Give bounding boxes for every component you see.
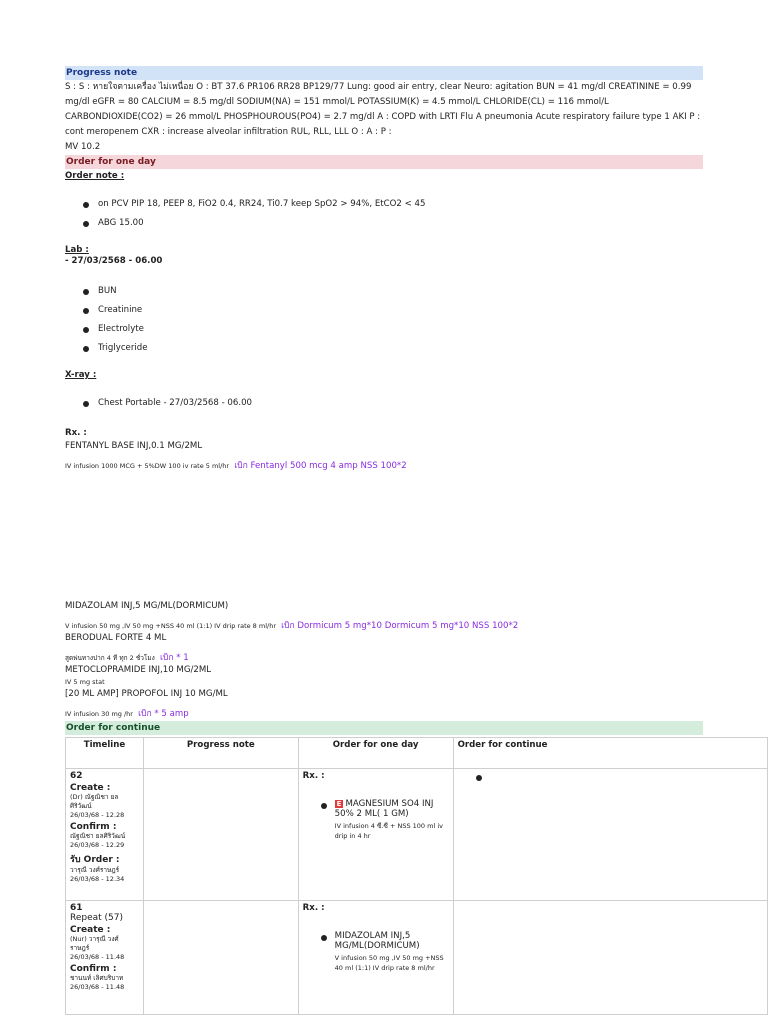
table-header-row xyxy=(66,738,768,769)
confirm-time: 26/03/68 - 11.48 xyxy=(70,983,125,991)
order-document xyxy=(65,66,703,735)
rx1-name: FENTANYL BASE INJ,0.1 MG/2ML xyxy=(65,441,203,451)
rx1-sig: IV infusion 1000 MCG + 5%DW 100 iv rate 5 ml/hr xyxy=(65,462,230,470)
list-item: on PCV PIP 18, PEEP 8, FiO2 0.4, RR24, Ti0.7 keep SpO2 > 94%, EtCO2 < 45 xyxy=(65,195,703,214)
rx4-name: METOCLOPRAMIDE INJ,10 MG/2ML xyxy=(65,665,212,675)
rx4-sig: IV 5 mg stat xyxy=(65,678,105,686)
progress-note-header: Progress note xyxy=(65,66,703,80)
drug-sig: V infusion 50 mg ,IV 50 mg +NSS 40 ml (1:1) IV drip rate 8 ml/hr xyxy=(334,954,444,972)
progress-note-cell xyxy=(143,901,298,1015)
timeline-cell xyxy=(66,769,144,901)
list-item: Electrolyte xyxy=(65,320,703,339)
drug-sig: IV infusion 4 ซี.ซี + NSS 100 ml iv drip in 4 hr xyxy=(334,822,443,840)
xray-list xyxy=(65,394,703,413)
rx5-sig: IV infusion 30 mg /hr xyxy=(65,710,133,718)
order-continue-cell xyxy=(453,769,767,901)
list-item: Creatinine xyxy=(65,301,703,320)
confirm-by: ณัฐณิชา ยลศิริวัฒน์ xyxy=(70,832,126,840)
mv-value: MV 10.2 xyxy=(65,142,101,152)
receive-label: รับ Order : xyxy=(70,855,120,865)
rx5-line xyxy=(65,701,703,720)
rx-label: Rx. : xyxy=(302,903,325,913)
high-alert-badge: E xyxy=(336,800,342,808)
order-note-list xyxy=(65,195,703,233)
order-one-day-cell xyxy=(298,901,453,1015)
column-header-order-continue: Order for continue xyxy=(453,738,767,769)
rx3-name: BERODUAL FORTE 4 ML xyxy=(65,633,167,643)
lab-label: Lab : xyxy=(65,245,89,255)
rx-label: Rx. : xyxy=(65,428,87,438)
lab-list xyxy=(65,282,703,358)
confirm-label: Confirm : xyxy=(70,822,117,832)
column-header-order-one-day: Order for one day xyxy=(298,738,453,769)
order-one-day-cell xyxy=(298,769,453,901)
progress-note-text: S : S : หายใจตามเครื่อง ไม่เหนื่อย O : BT 37.6 PR106 RR28 BP129/77 Lung: good air entry, clear Neuro: agitation BUN = 41 mg/dl CREATININE = 0.99 mg/dl eGFR = 80 CALCIUM = 8.5 mg/dl SODIUM(NA) = 151 mmol/L POTASSIUM(K) = 4.5 mmol/L CHLORIDE(CL) = 116 mmol/L CARBONDIOXIDE(CO2) = 26 mmol/L PHOSPHOUROUS(PO4) = 2.7 mg/dl A : COPD with LRTI Flu A pneumonia Acute respiratory failure type 1 AKI P : cont meropenem CXR : increase alveolar infiltration RUL, RLL, LLL O : A : P : xyxy=(65,82,701,137)
order-number: 62 xyxy=(70,771,83,781)
create-label: Create : xyxy=(70,925,111,935)
rx1-note: เบิก Fentanyl 500 mcg 4 amp NSS 100*2 xyxy=(234,461,407,471)
repeat-label: Repeat (57) xyxy=(70,913,124,923)
order-item xyxy=(303,931,449,973)
order-one-day-header: Order for one day xyxy=(65,155,703,169)
order-note-label: Order note : xyxy=(65,171,125,181)
confirm-label: Confirm : xyxy=(70,964,117,974)
create-time: 26/03/68 - 12.28 xyxy=(70,811,125,819)
drug-name: MIDAZOLAM INJ,5 MG/ML(DORMICUM) xyxy=(334,931,420,951)
list-item: Triglyceride xyxy=(65,339,703,358)
order-continue-cell xyxy=(453,901,767,1015)
order-continue-header: Order for continue xyxy=(65,721,703,735)
confirm-time: 26/03/68 - 12.29 xyxy=(70,841,125,849)
create-time: 26/03/68 - 11.48 xyxy=(70,953,125,961)
rx2-sig: V infusion 50 mg ,IV 50 mg +NSS 40 ml (1:1) IV drip rate 8 ml/hr xyxy=(65,622,277,630)
rx2-note: เบิก Dormicum 5 mg*10 Dormicum 5 mg*10 NSS 100*2 xyxy=(281,621,519,631)
bullet-icon xyxy=(476,775,482,781)
create-by: (Nur) วารุณี วงศ์ ราษฎร์ xyxy=(70,935,119,952)
rx2-line xyxy=(65,613,703,632)
order-number: 61 xyxy=(70,903,83,913)
spacer xyxy=(65,472,703,600)
column-header-timeline: Timeline xyxy=(66,738,144,769)
list-item: BUN xyxy=(65,282,703,301)
receive-by: วารุณี วงศ์ราษฎร์ xyxy=(70,866,120,874)
order-history-table xyxy=(65,737,768,1015)
list-item: Chest Portable - 27/03/2568 - 06.00 xyxy=(65,394,703,413)
confirm-by: ชานนท์ เลิศบริบาท xyxy=(70,974,124,982)
create-label: Create : xyxy=(70,783,111,793)
list-item: ABG 15.00 xyxy=(65,214,703,233)
order-item xyxy=(303,799,449,841)
rx5-name: [20 ML AMP] PROPOFOL INJ 10 MG/ML xyxy=(65,689,228,699)
rx3-line xyxy=(65,645,703,664)
xray-label: X-ray : xyxy=(65,370,97,380)
drug-name: MAGNESIUM SO4 INJ 50% 2 ML( 1 GM) xyxy=(334,799,434,819)
lab-date: - 27/03/2568 - 06.00 xyxy=(65,256,163,266)
create-by: (Dr) ณัฐณิชา ยล ศิริวัฒน์ xyxy=(70,793,119,810)
table-row xyxy=(66,769,768,901)
rx3-sig: สูดพ่นทางปาก 4 ที ทุก 2 ชั่วโมง xyxy=(65,654,155,662)
rx1-line xyxy=(65,453,703,472)
rx3-note: เบิก * 1 xyxy=(159,653,189,663)
receive-time: 26/03/68 - 12.34 xyxy=(70,875,125,883)
rx2-name: MIDAZOLAM INJ,5 MG/ML(DORMICUM) xyxy=(65,601,229,611)
rx-label: Rx. : xyxy=(302,771,325,781)
rx5-note: เบิก * 5 amp xyxy=(138,709,189,719)
column-header-progress-note: Progress note xyxy=(143,738,298,769)
timeline-cell xyxy=(66,901,144,1015)
progress-note-cell xyxy=(143,769,298,901)
table-row xyxy=(66,901,768,1015)
